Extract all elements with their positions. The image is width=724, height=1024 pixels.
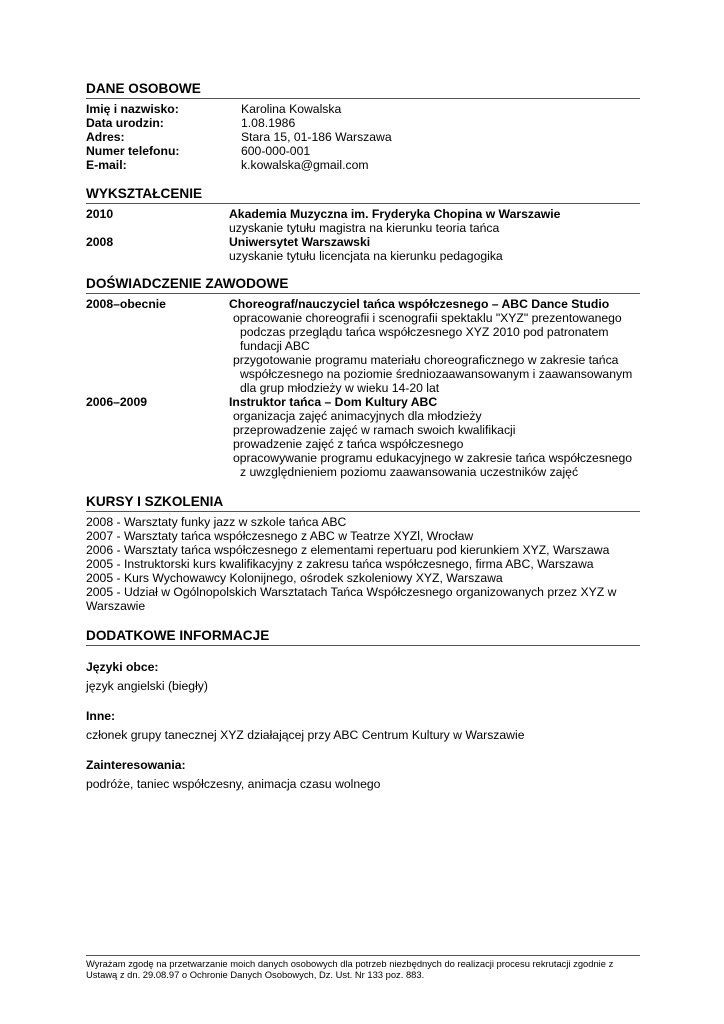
job-duty-text: opracowywanie programu edukacyjnego w zakresie tańca współczesnego [233, 451, 633, 465]
field-value: 1.08.1986 [241, 116, 296, 130]
field-label: Data urodzin: [86, 116, 164, 130]
field-label: E-mail: [86, 158, 127, 172]
section-title-personal: DANE OSOBOWE [86, 81, 640, 99]
job-duty-text: przeprowadzenie zajęć w ramach swoich kwalifikacji [233, 423, 516, 437]
job-duty-continuation: współczesnego na poziomie średniozaawansowanym i zaawansowanym dla grup młodzieży w wieku 14-20 lat [240, 367, 633, 395]
field-value: Karolina Kowalska [241, 102, 342, 116]
job-period: 2006–2009 [86, 395, 148, 409]
field-label: Numer telefonu: [86, 144, 180, 158]
job-duty [229, 409, 640, 423]
education-school: Akademia Muzyczna im. Fryderyka Chopina w Warszawie [229, 207, 561, 221]
additional-section [86, 628, 640, 791]
education-year: 2008 [86, 235, 114, 249]
personal-row-birthdate [86, 116, 640, 130]
course-item: 2005 - Udział w Ogólnopolskich Warsztatach Tańca Współczesnego organizowanych przez XYZ w Warszawie [86, 585, 617, 613]
education-detail: uzyskanie tytułu magistra na kierunku teoria tańca [229, 221, 500, 235]
section-title-additional: DODATKOWE INFORMACJE [86, 628, 640, 646]
job-period: 2008–obecnie [86, 297, 166, 311]
course-item: 2006 - Warsztaty tańca współczesnego z elementami repertuaru pod kierunkiem XYZ, Warszawa [86, 543, 610, 557]
education-item [86, 207, 640, 235]
languages-label: Języki obce: [86, 660, 159, 674]
job-duty-text: opracowanie choreografii i scenografii spektaklu "XYZ" prezentowanego [233, 311, 622, 325]
job-position: Choreograf/nauczyciel tańca współczesnego – ABC Dance Studio [229, 297, 610, 311]
languages-value: język angielski (biegły) [86, 679, 208, 693]
course-item: 2005 - Instruktorski kurs kwalifikacyjny z zakresu tańca współczesnego, firma ABC, Warszawa [86, 557, 594, 571]
courses-section [86, 494, 640, 613]
job-duty-text: przygotowanie programu materiału choreograficznego w zakresie tańca [233, 353, 619, 367]
education-item [86, 235, 640, 263]
field-label: Imię i nazwisko: [86, 102, 179, 116]
job-duty-continuation: podczas przeglądu tańca współczesnego XYZ 2010 pod patronatem fundacji ABC [240, 325, 609, 353]
education-school: Uniwersytet Warszawski [229, 235, 371, 249]
personal-row-email [86, 158, 640, 172]
job-duty [229, 437, 640, 451]
personal-section [86, 81, 640, 172]
job-entry [86, 297, 640, 395]
section-title-experience: DOŚWIADCZENIE ZAWODOWE [86, 276, 640, 294]
course-item: 2005 - Kurs Wychowawcy Kolonijnego, ośrodek szkoleniowy XYZ, Warszawa [86, 571, 503, 585]
interests-label: Zainteresowania: [86, 758, 186, 772]
job-entry [86, 395, 640, 479]
field-value: k.kowalska@gmail.com [241, 158, 369, 172]
consent-footer: Wyrażam zgodę na przetwarzanie moich danych osobowych dla potrzeb niezbędnych do realizacji procesu rekrutacji zgodnie z Ustawą z dn. 29.08.97 o Ochronie Danych Osobowych, Dz. Ust. Nr 133 poz. 883. [86, 955, 640, 980]
job-duty-text: organizacja zajęć animacyjnych dla młodzieży [233, 409, 482, 423]
section-title-education: WYKSZTAŁCENIE [86, 186, 640, 204]
job-duty-continuation: z uwzględnieniem poziomu zaawansowania uczestników zajęć [240, 465, 579, 479]
job-duty-text: prowadzenie zajęć z tańca współczesnego [233, 437, 464, 451]
other-value: członek grupy tanecznej XYZ działającej przy ABC Centrum Kultury w Warszawie [86, 728, 525, 742]
job-duty [229, 451, 640, 479]
field-label: Adres: [86, 130, 125, 144]
section-title-courses: KURSY I SZKOLENIA [86, 494, 640, 512]
other-label: Inne: [86, 709, 116, 723]
education-section [86, 186, 640, 263]
course-item: 2007 - Warsztaty tańca współczesnego z ABC w Teatrze XYZl, Wrocław [86, 529, 474, 543]
education-detail: uzyskanie tytułu licencjata na kierunku pedagogika [229, 249, 503, 263]
course-item: 2008 - Warsztaty funky jazz w szkole tańca ABC [86, 515, 347, 529]
job-duty [229, 353, 640, 395]
experience-section [86, 276, 640, 479]
job-duty [229, 423, 640, 437]
field-value: 600-000-001 [241, 144, 311, 158]
education-year: 2010 [86, 207, 114, 221]
interests-value: podróże, taniec współczesny, animacja czasu wolnego [86, 777, 381, 791]
job-duty [229, 311, 640, 353]
personal-row-name [86, 102, 640, 116]
personal-row-phone [86, 144, 640, 158]
job-position: Instruktor tańca – Dom Kultury ABC [229, 395, 438, 409]
field-value: Stara 15, 01-186 Warszawa [241, 130, 392, 144]
personal-row-address [86, 130, 640, 144]
